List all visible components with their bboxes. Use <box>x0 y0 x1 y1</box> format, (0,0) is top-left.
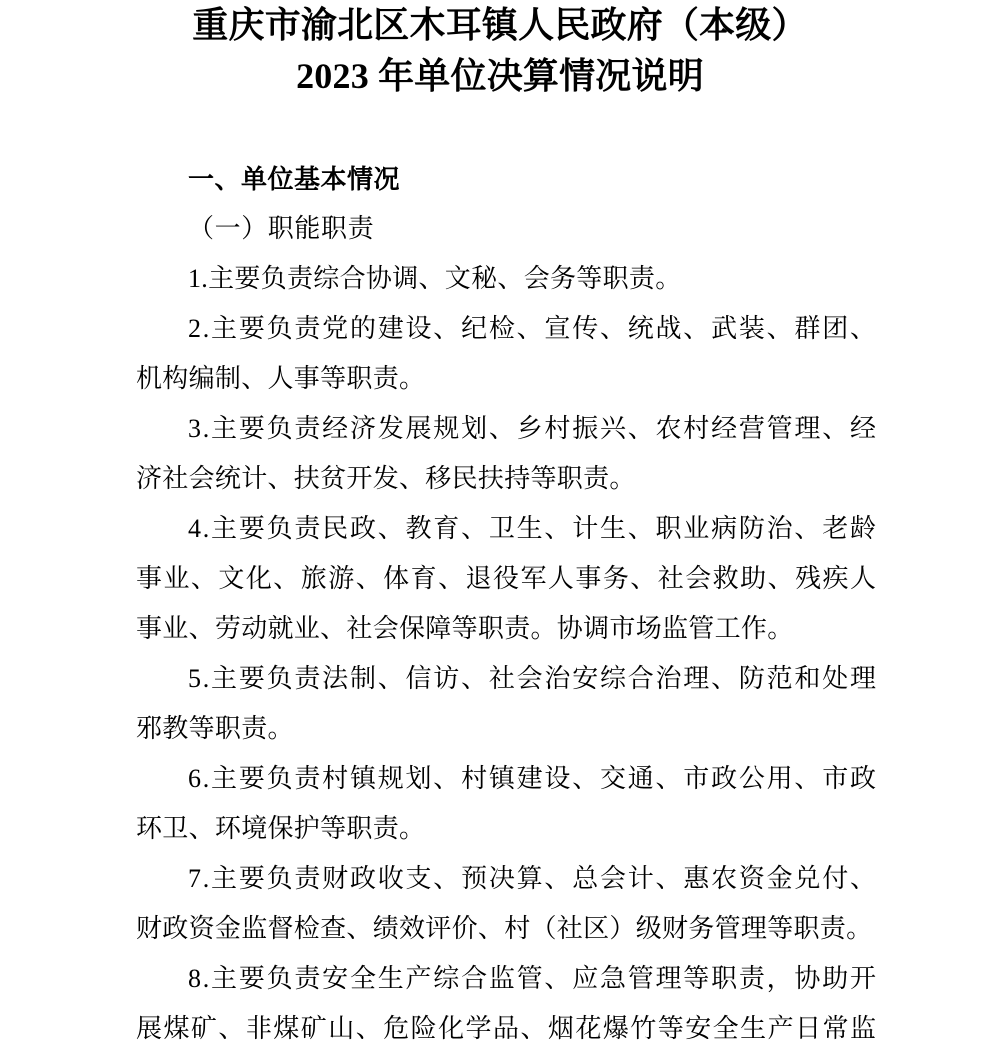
duty-item-text-line: 2.主要负责党的建设、纪检、宣传、统战、武装、群团、 <box>188 314 878 343</box>
duty-item-text-line: 7.主要负责财政收支、预决算、总会计、惠农资金兑付、 <box>188 864 878 893</box>
duty-item-1 <box>136 254 876 304</box>
duty-item-text-line: 济社会统计、扶贫开发、移民扶持等职责。 <box>136 464 636 493</box>
duty-item-text-line: 展煤矿、非煤矿山、危险化学品、烟花爆竹等安全生产日常监 <box>136 1014 878 1043</box>
document-body <box>136 154 876 1052</box>
duty-item-text-line: 邪教等职责。 <box>136 714 294 743</box>
duty-item-2 <box>136 304 876 404</box>
duty-item-text-line: 事业、文化、旅游、体育、退役军人事务、社会救助、残疾人 <box>136 564 878 593</box>
duty-item-text-line: 5.主要负责法制、信访、社会治安综合治理、防范和处理 <box>188 664 878 693</box>
section-subheading: （一）职能职责 <box>188 214 375 244</box>
duty-item-text-line: 4.主要负责民政、教育、卫生、计生、职业病防治、老龄 <box>188 514 878 543</box>
duty-item-text-line: 6.主要负责村镇规划、村镇建设、交通、市政公用、市政 <box>188 764 878 793</box>
duty-item-text-line: 3.主要负责经济发展规划、乡村振兴、农村经营管理、经 <box>188 414 878 443</box>
duty-item-8 <box>136 954 876 1052</box>
duty-item-7 <box>136 854 876 954</box>
duty-item-5 <box>136 654 876 754</box>
duty-item-3 <box>136 404 876 504</box>
duty-item-4 <box>136 504 876 654</box>
duty-item-text-line: 机构编制、人事等职责。 <box>136 364 426 393</box>
document-title <box>0 0 1000 102</box>
section-heading: 一、单位基本情况 <box>188 164 401 194</box>
duty-item-6 <box>136 754 876 854</box>
duty-item-text-line: 1.主要负责综合协调、文秘、会务等职责。 <box>188 264 682 293</box>
duty-item-text-line: 8.主要负责安全生产综合监管、应急管理等职责，协助开 <box>188 964 878 993</box>
duty-item-text-line: 财政资金监督检查、绩效评价、村（社区）级财务管理等职责。 <box>136 914 873 943</box>
title-line-1: 重庆市渝北区木耳镇人民政府（本级） <box>192 5 808 45</box>
title-line-2: 2023 年单位决算情况说明 <box>296 56 704 96</box>
duty-item-text-line: 环卫、环境保护等职责。 <box>136 814 426 843</box>
duty-item-text-line: 事业、劳动就业、社会保障等职责。协调市场监管工作。 <box>136 614 794 643</box>
